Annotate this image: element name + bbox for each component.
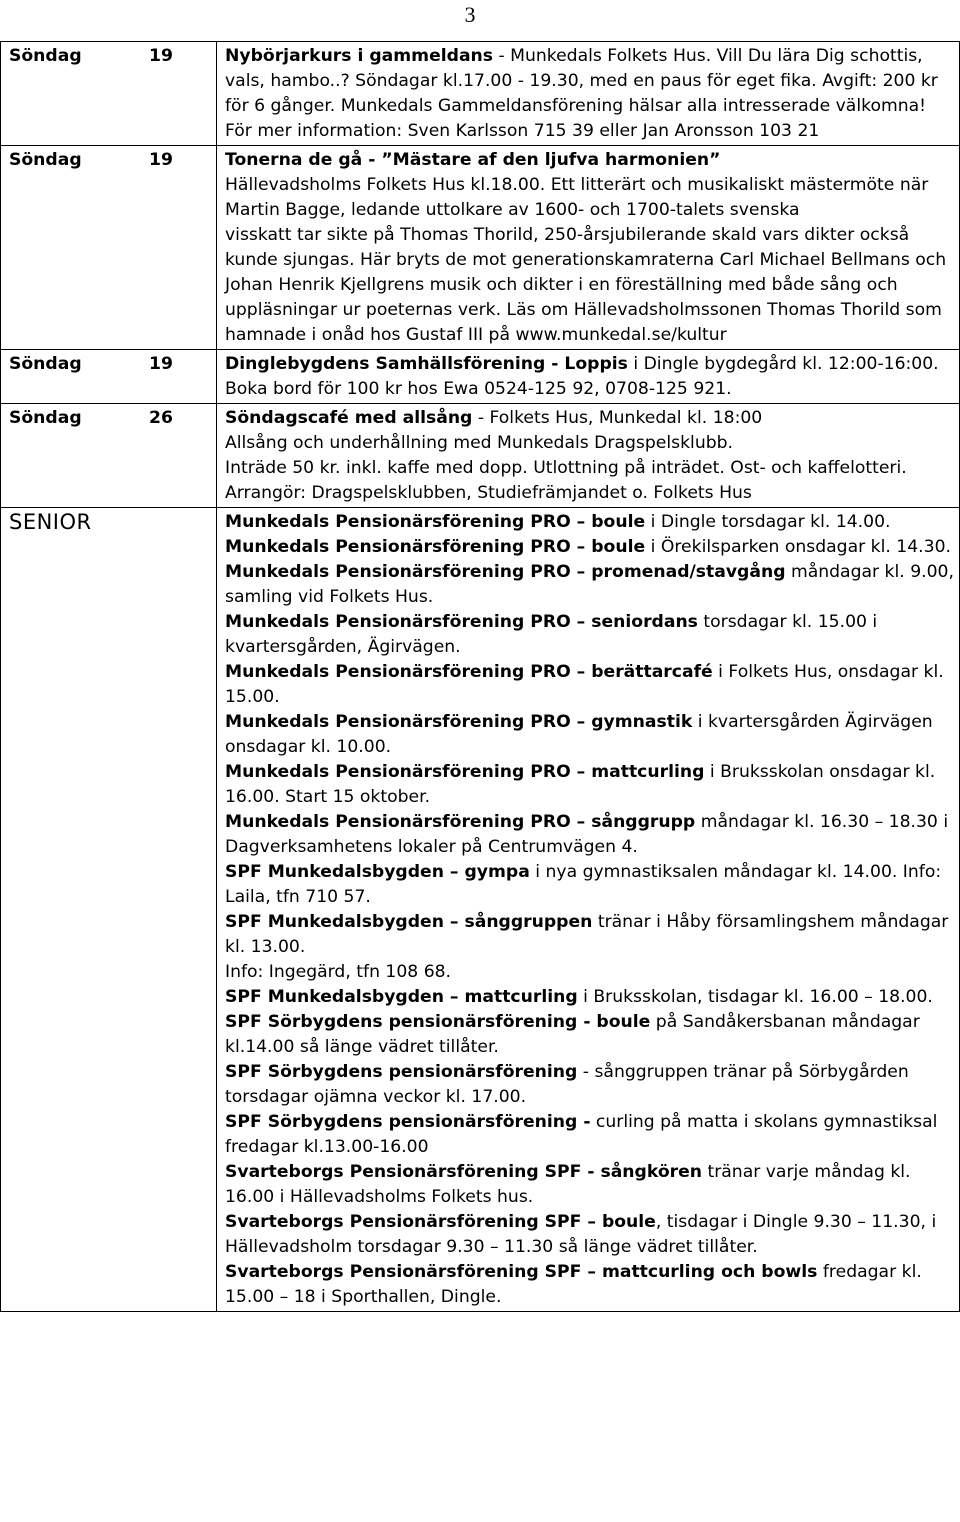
event-row <box>1 146 960 350</box>
entry-title: Tonerna de gå - ”Mästare af den ljufva harmonien” <box>225 150 721 170</box>
entry-line <box>225 456 955 481</box>
entry-text: - sånggruppen tränar på Sörbygården torsdagar ojämna veckor kl. 17.00. <box>225 1062 909 1107</box>
entry-title: SPF Sörbygdens pensionärsförening - boule <box>225 1012 651 1032</box>
entry-title: Söndagscafé med allsång <box>225 408 473 428</box>
entry-line <box>225 610 955 660</box>
entry-text: Hällevadsholms Folkets Hus kl.18.00. Ett litterärt och musikaliskt mästermöte när Martin Bagge, ledande uttolkare av 1600- och 1700-talets svenska <box>225 175 929 220</box>
senior-activities <box>217 508 960 1312</box>
senior-cell <box>1 508 217 1312</box>
event-row <box>1 350 960 404</box>
entry-text: - Folkets Hus, Munkedal kl. 18:00 <box>472 408 763 428</box>
entry-title: Munkedals Pensionärsförening PRO – promenad/stavgång <box>225 562 786 582</box>
entry-line <box>225 985 955 1010</box>
entry-text: i Bruksskolan onsdagar kl. 16.00. Start 15 oktober. <box>225 762 936 807</box>
entry-title: Svarteborgs Pensionärsförening SPF – boule <box>225 1212 656 1232</box>
entry-line <box>225 860 955 910</box>
entry-line <box>225 910 955 960</box>
weekday: Söndag <box>9 150 82 170</box>
weekday: Söndag <box>9 46 82 66</box>
date-cell <box>1 146 217 350</box>
entry-line <box>225 148 955 173</box>
entry-line <box>225 431 955 456</box>
entry-line <box>225 810 955 860</box>
entry-line <box>225 406 955 431</box>
entry-title: SPF Munkedalsbygden – sånggruppen <box>225 912 593 932</box>
entry-text: i Dingle bygdegård kl. 12:00-16:00. Boka bord för 100 kr hos Ewa 0524-125 92, 0708-125 921. <box>225 354 939 399</box>
entry-text: i Folkets Hus, onsdagar kl. 15.00. <box>225 662 944 707</box>
date-cell <box>1 42 217 146</box>
entry-title: Nybörjarkurs i gammeldans <box>225 46 494 66</box>
entry-line <box>225 760 955 810</box>
senior-row <box>1 508 960 1312</box>
entry-line <box>225 481 955 506</box>
date-cell <box>1 404 217 508</box>
event-row <box>1 42 960 146</box>
weekday: Söndag <box>9 354 82 374</box>
event-description <box>217 350 960 404</box>
entry-title: Munkedals Pensionärsförening PRO – boule <box>225 512 646 532</box>
entry-line <box>225 535 955 560</box>
entry-text: fredagar kl. 15.00 – 18 i Sporthallen, Dingle. <box>225 1262 922 1307</box>
event-description <box>217 42 960 146</box>
day-number: 19 <box>149 354 173 374</box>
entry-text: , tisdagar i Dingle 9.30 – 11.30, i Hällevadsholm torsdagar 9.30 – 11.30 så länge vädret tillåter. <box>225 1212 937 1257</box>
entry-text: i nya gymnastiksalen måndagar kl. 14.00. Info: Laila, tfn 710 57. <box>225 862 942 907</box>
senior-label: SENIOR <box>9 510 92 534</box>
entry-title: Munkedals Pensionärsförening PRO – seniordans <box>225 612 698 632</box>
entry-text: Info: Ingegärd, tfn 108 68. <box>225 962 452 982</box>
page-number: 3 <box>464 2 476 27</box>
entry-line <box>225 560 955 610</box>
entry-title: SPF Munkedalsbygden – gympa <box>225 862 530 882</box>
entry-text: Arrangör: Dragspelsklubben, Studiefrämjandet o. Folkets Hus <box>225 483 752 503</box>
entry-line <box>225 1010 955 1060</box>
entry-title: Munkedals Pensionärsförening PRO – sånggrupp <box>225 812 696 832</box>
event-description <box>217 404 960 508</box>
entry-text: i Dingle torsdagar kl. 14.00. <box>645 512 891 532</box>
entry-text: i kvartersgården Ägirvägen onsdagar kl. 10.00. <box>225 712 933 757</box>
entry-title: Munkedals Pensionärsförening PRO – gymnastik <box>225 712 693 732</box>
entry-title: SPF Sörbygdens pensionärsförening - <box>225 1112 591 1132</box>
entry-text: måndagar kl. 9.00, samling vid Folkets Hus. <box>225 562 954 607</box>
entry-line <box>225 1160 955 1210</box>
entry-title: SPF Munkedalsbygden – mattcurling <box>225 987 578 1007</box>
entry-text: Allsång och underhållning med Munkedals Dragspelsklubb. <box>225 433 734 453</box>
entry-text: torsdagar kl. 15.00 i kvartersgården, Ägirvägen. <box>225 612 878 657</box>
entry-text: tränar varje måndag kl. 16.00 i Hällevadsholms Folkets hus. <box>225 1162 911 1207</box>
entry-title: Dinglebygdens Samhällsförening - Loppis <box>225 354 628 374</box>
entry-line <box>225 510 955 535</box>
event-row <box>1 404 960 508</box>
day-number: 19 <box>149 46 173 66</box>
entry-text: Inträde 50 kr. inkl. kaffe med dopp. Utlottning på inträdet. Ost- och kaffelotteri. <box>225 458 907 478</box>
entry-line <box>225 1260 955 1310</box>
entry-text: måndagar kl. 16.30 – 18.30 i Dagverksamhetens lokaler på Centrumvägen 4. <box>225 812 949 857</box>
entry-text: - Munkedals Folkets Hus. Vill Du lära Dig schottis, vals, hambo..? Söndagar kl.17.00 - 19.30, med en paus för eget fika. Avgift: 200 kr för 6 gånger. Munkedals Gammeldansförening hälsar alla intresserade välkomna! För mer information: Sven Karlsson 715 39 eller Jan Aronsson 103 21 <box>225 46 938 141</box>
entry-title: Svarteborgs Pensionärsförening SPF – mattcurling och bowls <box>225 1262 818 1282</box>
entry-title: Munkedals Pensionärsförening PRO – mattcurling <box>225 762 705 782</box>
entry-line <box>225 1210 955 1260</box>
weekday: Söndag <box>9 408 82 428</box>
entry-text: tränar i Håby församlingshem måndagar kl. 13.00. <box>225 912 949 957</box>
entry-title: Munkedals Pensionärsförening PRO – boule <box>225 537 646 557</box>
entry-line <box>225 960 955 985</box>
entry-title: Munkedals Pensionärsförening PRO – berättarcafé <box>225 662 713 682</box>
entry-text: curling på matta i skolans gymnastiksal fredagar kl.13.00-16.00 <box>225 1112 938 1157</box>
entry-text: på Sandåkersbanan måndagar kl.14.00 så länge vädret tillåter. <box>225 1012 920 1057</box>
date-cell <box>1 350 217 404</box>
day-number: 19 <box>149 150 173 170</box>
entry-text: i Bruksskolan, tisdagar kl. 16.00 – 18.00. <box>577 987 933 1007</box>
entry-text: visskatt tar sikte på Thomas Thorild, 250-årsjubilerande skald vars dikter också kunde sjungas. Här bryts de mot generationskamraterna Carl Michael Bellmans och Johan Henrik Kjellgrens musik och dikter i en föreställning med både sång och uppläsningar ur poeternas verk. Läs om Hällevadsholmssonen Thomas Thorild som hamnade i onåd hos Gustaf III på www.munkedal.se/kultur <box>225 225 947 345</box>
event-description <box>217 146 960 350</box>
entry-title: SPF Sörbygdens pensionärsförening <box>225 1062 578 1082</box>
entry-line <box>225 1060 955 1110</box>
entry-line <box>225 1110 955 1160</box>
entry-line <box>225 173 955 223</box>
entry-line <box>225 44 955 144</box>
entry-line <box>225 223 955 348</box>
entry-line <box>225 710 955 760</box>
events-table <box>0 41 960 1312</box>
day-number: 26 <box>149 408 173 428</box>
entry-title: Svarteborgs Pensionärsförening SPF - sångkören <box>225 1162 702 1182</box>
entry-line <box>225 660 955 710</box>
entry-text: i Örekilsparken onsdagar kl. 14.30. <box>645 537 951 557</box>
entry-line <box>225 352 955 402</box>
